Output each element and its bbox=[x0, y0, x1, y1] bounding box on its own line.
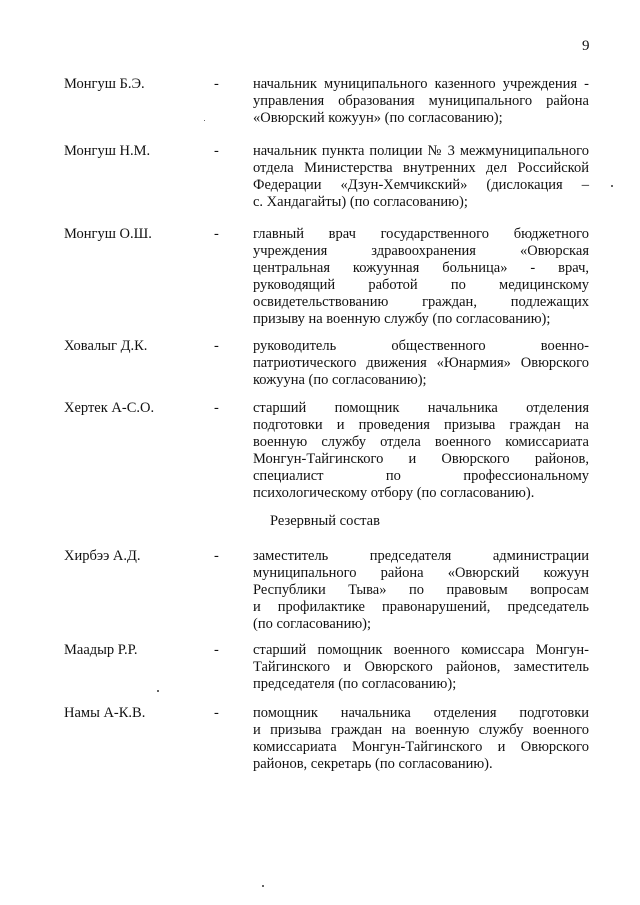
member-dash: - bbox=[214, 338, 219, 354]
position-line: старший помощник военного комиссара Монгун- bbox=[253, 642, 589, 658]
member-name: Хертек А-С.О. bbox=[64, 400, 155, 416]
position-line: освидетельствованию граждан, подлежащих bbox=[253, 294, 589, 310]
member-dash: - bbox=[214, 642, 219, 658]
position-line: председателя (по согласованию); bbox=[253, 676, 457, 692]
position-line: «Овюрский кожуун» (по согласованию); bbox=[253, 110, 503, 126]
position-line: Тайгинского и Овюрского районов, заместитель bbox=[253, 659, 589, 675]
member-name: Хирбээ А.Д. bbox=[64, 548, 141, 564]
position-line: Республики Тыва» по правовым вопросам bbox=[253, 582, 589, 598]
member-position bbox=[253, 226, 589, 328]
member-position bbox=[253, 400, 589, 502]
position-line: старший помощник начальника отделения bbox=[253, 400, 589, 416]
member-position bbox=[253, 338, 589, 389]
position-line: помощник начальника отделения подготовки bbox=[253, 705, 589, 721]
page-number: 9 bbox=[582, 38, 590, 54]
position-line: центральная кожуунная больница» - врач, bbox=[253, 260, 589, 276]
scan-speck bbox=[157, 690, 159, 692]
member-dash: - bbox=[214, 400, 219, 416]
position-line: патриотического движения «Юнармия» Овюрского bbox=[253, 355, 589, 371]
position-line: учреждения здравоохранения «Овюрская bbox=[253, 243, 589, 259]
member-position bbox=[253, 548, 589, 633]
position-line: руководящий работой по медицинскому bbox=[253, 277, 589, 293]
position-line: руководитель общественного военно- bbox=[253, 338, 589, 354]
position-line: Федерации «Дзун-Хемчикский» (дислокация – bbox=[253, 177, 589, 193]
position-line: кожууна (по согласованию); bbox=[253, 372, 427, 388]
member-name: Маадыр Р.Р. bbox=[64, 642, 138, 658]
position-line: заместитель председателя администрации bbox=[253, 548, 589, 564]
member-dash: - bbox=[214, 705, 219, 721]
position-line: муниципального района «Овюрский кожуун bbox=[253, 565, 589, 581]
scan-speck bbox=[204, 120, 205, 121]
position-line: и профилактике правонарушений, председатель bbox=[253, 599, 589, 615]
member-name: Ховалыг Д.К. bbox=[64, 338, 148, 354]
position-line: комиссариата Монгун-Тайгинского и Овюрского bbox=[253, 739, 589, 755]
position-line: районов, секретарь (по согласованию). bbox=[253, 756, 493, 772]
position-line: военную службу отдела военного комиссариата bbox=[253, 434, 589, 450]
scan-speck bbox=[611, 185, 613, 187]
position-line: (по согласованию); bbox=[253, 616, 372, 632]
position-line: отдела Министерства внутренних дел Российской bbox=[253, 160, 589, 176]
reserve-section-title: Резервный состав bbox=[270, 513, 380, 529]
member-dash: - bbox=[214, 143, 219, 159]
member-name: Монгуш О.Ш. bbox=[64, 226, 152, 242]
scan-speck bbox=[262, 885, 264, 887]
member-name: Намы А-К.В. bbox=[64, 705, 146, 721]
member-dash: - bbox=[214, 76, 219, 92]
position-line: Монгун-Тайгинского и Овюрского районов, bbox=[253, 451, 589, 467]
position-line: подготовки и проведения призыва граждан на bbox=[253, 417, 589, 433]
member-position bbox=[253, 143, 589, 211]
member-name: Монгуш Н.М. bbox=[64, 143, 151, 159]
member-position bbox=[253, 642, 589, 693]
position-line: главный врач государственного бюджетного bbox=[253, 226, 589, 242]
position-line: специалист по профессиональному bbox=[253, 468, 589, 484]
member-dash: - bbox=[214, 226, 219, 242]
position-line: начальник пункта полиции № 3 межмуниципального bbox=[253, 143, 589, 159]
position-line: призыву на военную службу (по согласованию); bbox=[253, 311, 551, 327]
member-position bbox=[253, 76, 589, 127]
member-name: Монгуш Б.Э. bbox=[64, 76, 145, 92]
member-position bbox=[253, 705, 589, 773]
position-line: управления образования муниципального района bbox=[253, 93, 589, 109]
position-line: и призыва граждан на военную службу военного bbox=[253, 722, 589, 738]
position-line: психологическому отбору (по согласованию). bbox=[253, 485, 535, 501]
position-line: начальник муниципального казенного учреждения - bbox=[253, 76, 589, 92]
member-dash: - bbox=[214, 548, 219, 564]
position-line: с. Хандагайты) (по согласованию); bbox=[253, 194, 468, 210]
